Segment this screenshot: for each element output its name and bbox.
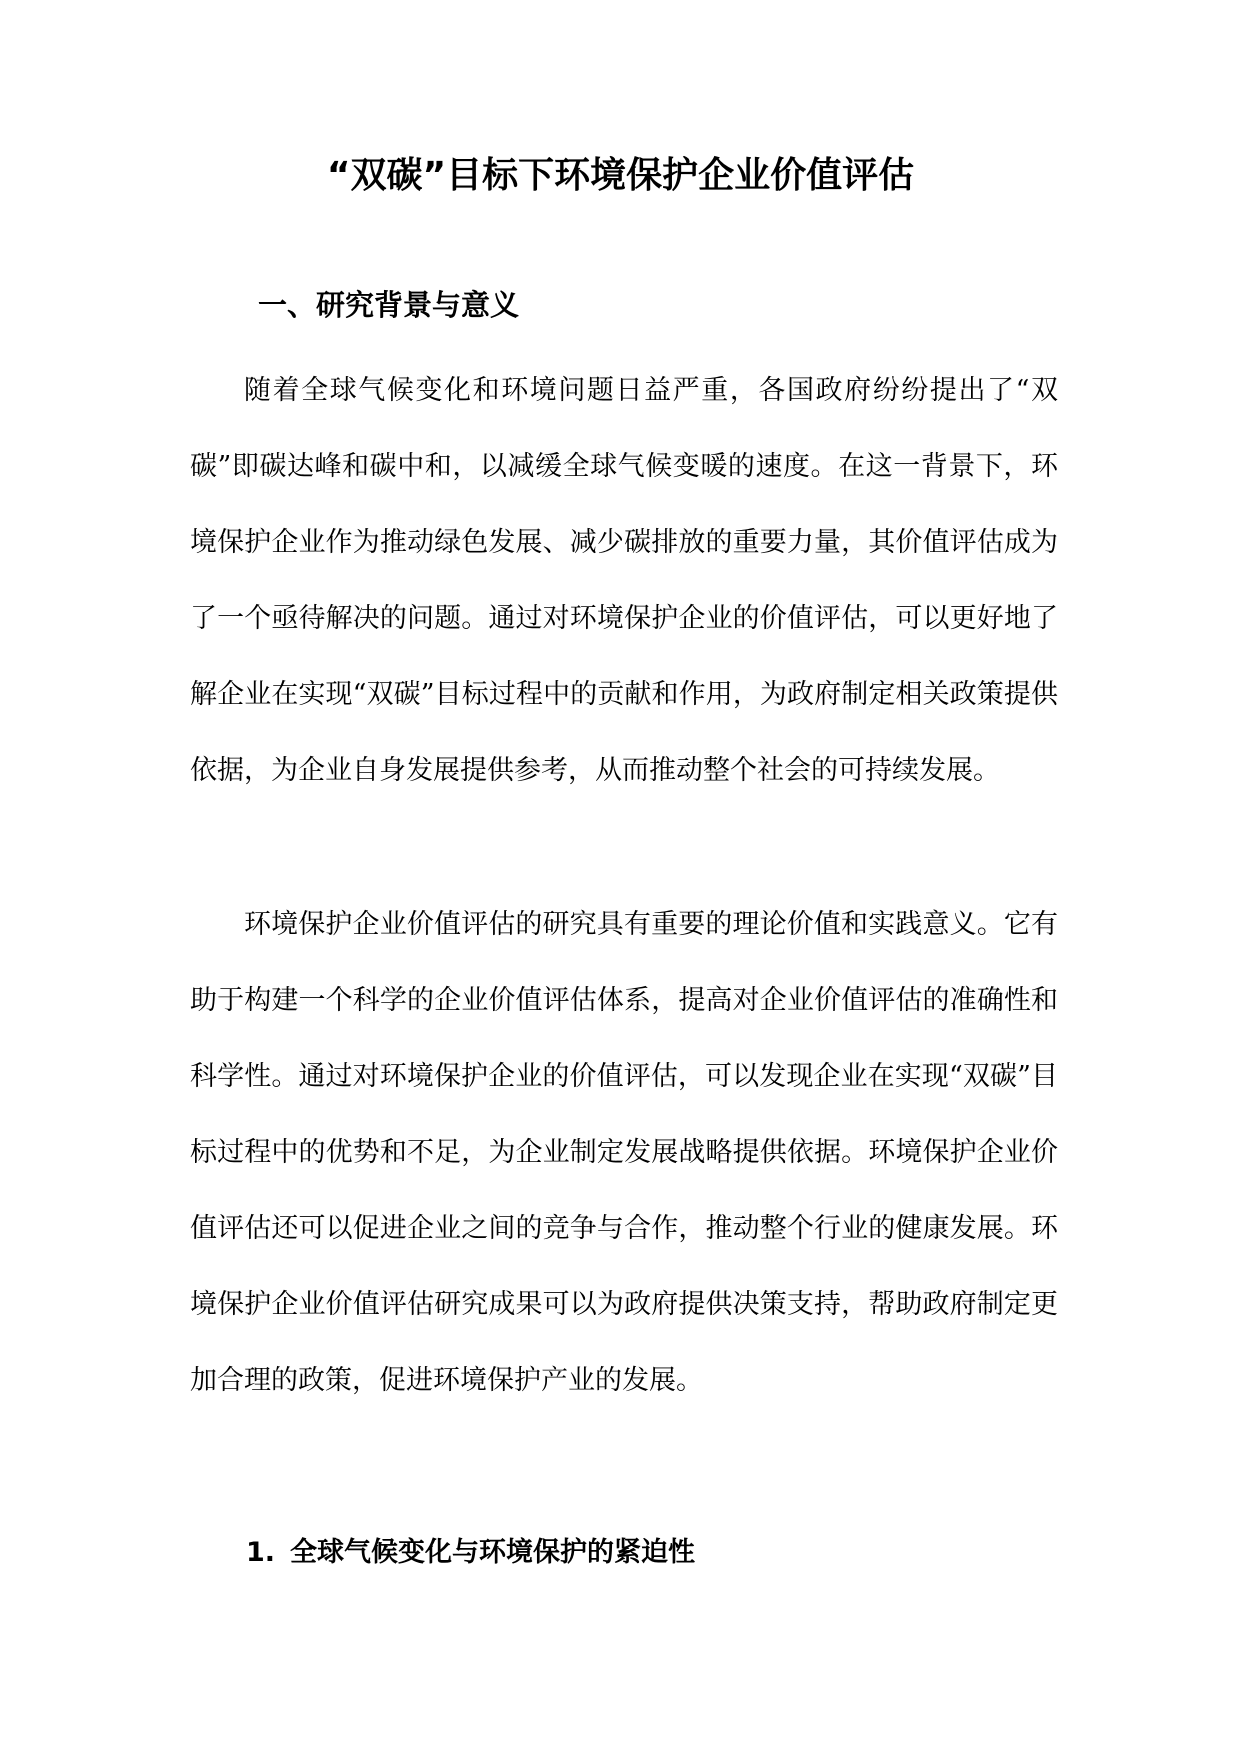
section-heading: 一、研究背景与意义 bbox=[258, 288, 520, 322]
subsection-heading bbox=[246, 1530, 695, 1576]
document-title: “双碳”目标下环境保护企业价值评估 bbox=[326, 155, 915, 196]
subsection-title: 全球气候变化与环境保护的紧迫性 bbox=[290, 1537, 695, 1568]
paragraph: 环境保护企业价值评估的研究具有重要的理论价值和实践意义。它有助于构建一个科学的企业价值评估体系，提高对企业价值评估的准确性和科学性。通过对环境保护企业的价值评估，可以发现企业在实现“双碳”目标过程中的优势和不足，为企业制定发展战略提供依据。环境保护企业价值评估还可以促进企业之间的竞争与合作，推动整个行业的健康发展。环境保护企业价值评估研究成果可以为政府提供决策支持，帮助政府制定更加合理的政策，促进环境保护产业的发展。 bbox=[190, 909, 1058, 1396]
subsection-number: 1. bbox=[246, 1537, 276, 1568]
paragraph: 随着全球气候变化和环境问题日益严重，各国政府纷纷提出了“双碳”即碳达峰和碳中和，以减缓全球气候变暖的速度。在这一背景下，环境保护企业作为推动绿色发展、减少碳排放的重要力量，其价值评估成为了一个亟待解决的问题。通过对环境保护企业的价值评估，可以更好地了解企业在实现“双碳”目标过程中的贡献和作用，为政府制定相关政策提供依据，为企业自身发展提供参考，从而推动整个社会的可持续发展。 bbox=[190, 375, 1058, 786]
